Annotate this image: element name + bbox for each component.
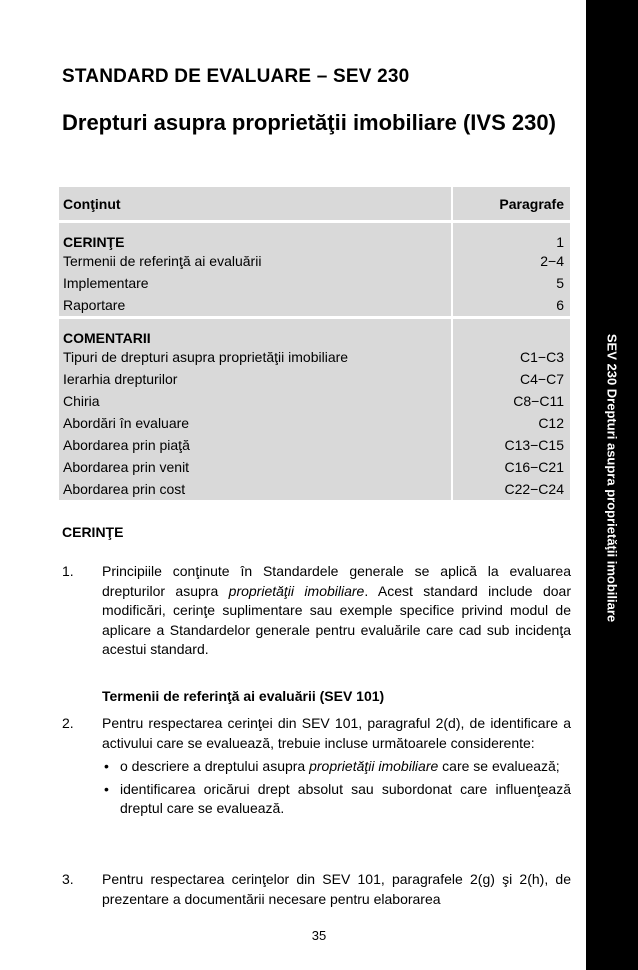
table-group-title-row xyxy=(59,223,570,250)
row-label: Implementare xyxy=(63,275,149,291)
side-tab-label: SEV 230 Drepturi asupra proprietăţii imobiliare xyxy=(604,333,620,623)
bullet-icon: • xyxy=(104,758,109,774)
row-value: 2−4 xyxy=(540,253,564,269)
table-row xyxy=(59,434,570,456)
row-label: Ierarhia drepturilor xyxy=(63,371,178,387)
table-row xyxy=(59,368,570,390)
bullet-list xyxy=(102,757,571,819)
list-item xyxy=(102,780,571,819)
table-column-divider xyxy=(451,187,453,500)
row-value: C4−C7 xyxy=(520,371,564,387)
table-row xyxy=(59,456,570,478)
row-label: Abordarea prin venit xyxy=(63,459,190,475)
group-title: COMENTARII xyxy=(63,330,151,346)
row-value: C13−C15 xyxy=(504,437,564,453)
paragraph-italic-term: proprietăţii imobiliare xyxy=(228,582,365,599)
bullet-text: identificarea oricărui drept absolut sau subordonat care influenţează dreptul care se evaluează. xyxy=(120,780,571,816)
table-row xyxy=(59,346,570,368)
table-header-value: Paragrafe xyxy=(499,195,564,212)
paragraph-number: 1. xyxy=(62,563,74,579)
group-title: CERINŢE xyxy=(63,234,125,250)
subsection-heading: Termenii de referinţă ai evaluării (SEV 101) xyxy=(102,688,385,704)
row-label: Abordarea prin cost xyxy=(63,481,186,497)
section-heading: CERINŢE xyxy=(62,524,124,540)
paragraph-body xyxy=(102,562,571,660)
bullet-icon: • xyxy=(104,780,109,797)
paragraph-body xyxy=(102,714,571,819)
table-row xyxy=(59,250,570,272)
document-subtitle: Drepturi asupra proprietăţii imobiliare (IVS 230) xyxy=(62,110,556,135)
row-value: C8−C11 xyxy=(513,393,564,409)
table-row xyxy=(59,390,570,412)
paragraph-3 xyxy=(62,870,571,909)
row-label: Chiria xyxy=(63,393,100,409)
table-row xyxy=(59,272,570,294)
paragraph-2 xyxy=(62,714,571,822)
row-label: Termenii de referinţă ai evaluării xyxy=(63,253,262,269)
row-value: 6 xyxy=(556,297,564,313)
bullet-italic-term: proprietăţii imobiliare xyxy=(309,758,439,774)
row-value: C16−C21 xyxy=(504,459,564,475)
row-label: Raportare xyxy=(63,297,126,313)
bullet-text: care se evaluează; xyxy=(438,758,560,774)
table-row xyxy=(59,478,570,500)
table-row xyxy=(59,294,570,316)
row-value: C22−C24 xyxy=(504,481,564,497)
paragraph-text: Principiile conţinute în Standardele generale se aplică la evaluarea drepturilor asupra xyxy=(102,563,571,599)
row-label: Abordări în evaluare xyxy=(63,415,190,431)
row-value: C12 xyxy=(538,415,564,431)
page-number: 35 xyxy=(311,928,327,943)
list-item xyxy=(102,757,571,777)
row-value: 5 xyxy=(556,275,564,291)
contents-table xyxy=(59,187,570,500)
paragraph-text: . Acest standard include doar modificări, cerinţe suplimentare sau exemple specifice privind modul de aplicare a Standardelor generale pentru evaluările care cad sub incidenţa acestui standard. xyxy=(102,582,571,657)
row-label: Abordarea prin piaţă xyxy=(63,437,190,453)
table-header-label: Conţinut xyxy=(63,195,121,212)
paragraph-1 xyxy=(62,562,571,660)
paragraph-body: Pentru respectarea cerinţelor din SEV 101, paragrafele 2(g) şi 2(h), de prezentare a documentării necesare pentru elaborarea xyxy=(102,871,571,907)
table-header-row xyxy=(59,187,570,220)
paragraph-text: Pentru respectarea cerinţei din SEV 101, paragraful 2(d), de identificare a activului care se evaluează, trebuie incluse următoarele considerente: xyxy=(102,715,571,751)
table-row xyxy=(59,412,570,434)
group-title-value: 1 xyxy=(556,234,564,250)
table-group-title-row xyxy=(59,319,570,346)
standard-title: STANDARD DE EVALUARE – SEV 230 xyxy=(62,66,410,87)
paragraph-number: 2. xyxy=(62,715,74,731)
row-label: Tipuri de drepturi asupra proprietăţii imobiliare xyxy=(63,349,349,365)
paragraph-number: 3. xyxy=(62,871,74,887)
bullet-text: o descriere a dreptului asupra xyxy=(120,758,310,774)
row-value: C1−C3 xyxy=(520,349,564,365)
